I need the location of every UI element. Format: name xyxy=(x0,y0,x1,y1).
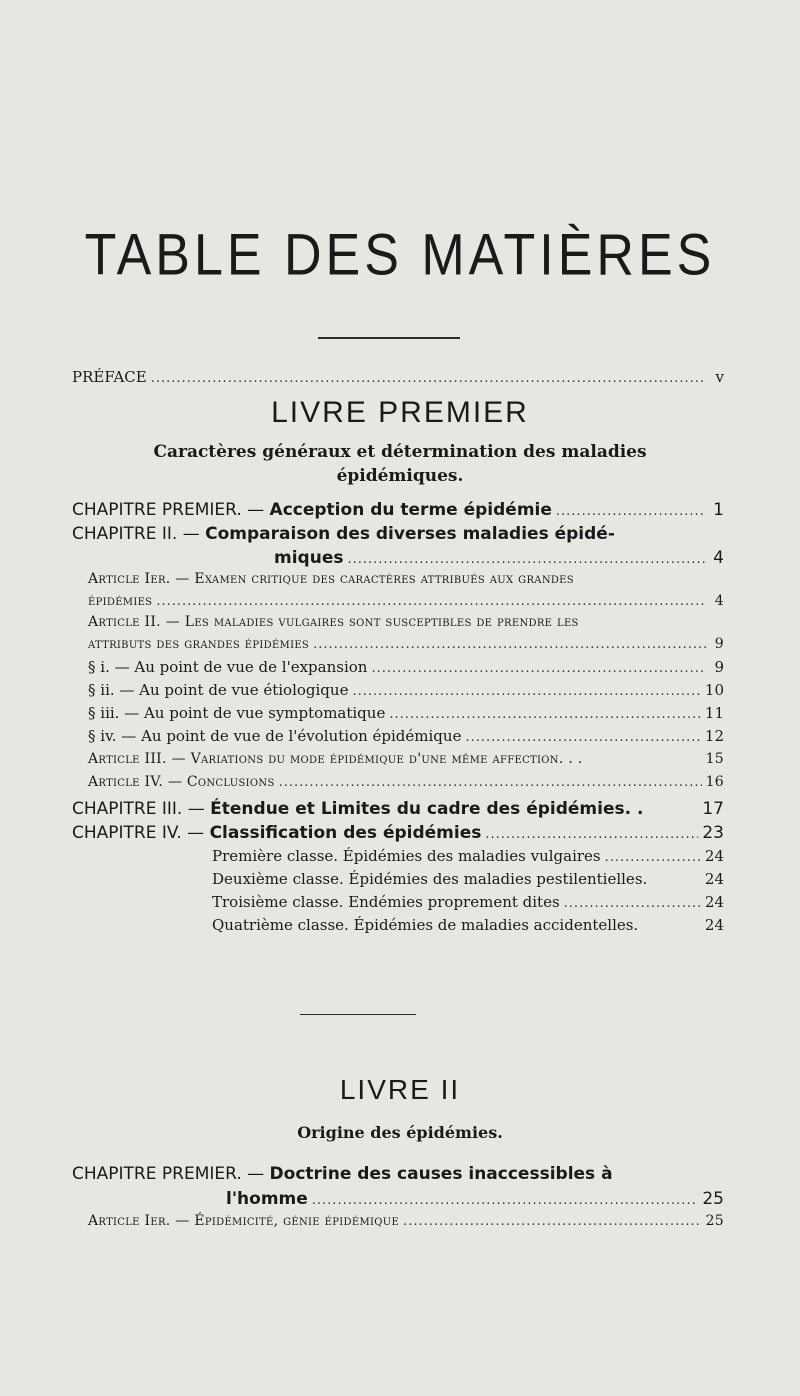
entry-label: Quatrième classe. Épidémies de maladies accidentelles. xyxy=(212,916,639,934)
dot-leader xyxy=(556,500,706,524)
toc-article-2-line1: Article II. — Les maladies vulgaires sont susceptibles de prendre les xyxy=(88,614,579,630)
entry-label: PRÉFACE xyxy=(72,368,147,386)
entry-label: attributs des grandes épidémies xyxy=(88,636,310,652)
toc-article-1-line2 xyxy=(88,591,724,612)
chapter-title: Comparaison des diverses maladies épidé- xyxy=(205,524,615,544)
entry-label: Article IV. — Conclusions xyxy=(88,774,275,790)
toc-paragraph-1 xyxy=(88,657,724,679)
dot-leader xyxy=(312,1189,699,1213)
dot-leader xyxy=(156,592,706,612)
entry-page: v xyxy=(715,368,724,386)
entry-page: 4 xyxy=(713,548,724,568)
entry-page: 1 xyxy=(713,500,724,520)
dot-leader xyxy=(313,635,706,655)
chapter-title: Doctrine des causes inaccessibles à xyxy=(269,1164,613,1184)
entry-label: épidémies xyxy=(88,593,153,609)
entry-page: 24 xyxy=(704,847,724,865)
entry-label: Première classe. Épidémies des maladies vulgaires xyxy=(212,847,601,865)
page-title: TABLE DES MATIÈRES xyxy=(84,223,716,289)
entry-page: 25 xyxy=(705,1213,724,1229)
entry-page: 11 xyxy=(704,704,724,722)
dot-leader xyxy=(485,823,698,847)
entry-page: 25 xyxy=(702,1189,724,1209)
livre-premier-heading: LIVRE PREMIER xyxy=(271,396,529,429)
entry-page: 24 xyxy=(704,870,724,888)
dot-leader xyxy=(352,682,700,702)
entry-page: 24 xyxy=(704,893,724,911)
livre-premier-subtitle-1: Caractères généraux et détermination des maladies xyxy=(153,442,647,462)
chapter-title: Classification des épidémies xyxy=(209,823,482,843)
chapter-title-cont: l'homme xyxy=(226,1189,308,1209)
chapter-label: CHAPITRE IV. — xyxy=(72,823,205,843)
dot-leader xyxy=(151,369,706,389)
entry-label: § i. — Au point de vue de l'expansion xyxy=(88,658,368,676)
entry-label: § iv. — Au point de vue de l'évolution épidémique xyxy=(88,727,462,745)
entry-page: 23 xyxy=(702,823,724,843)
toc-article-1-line1: Article Ier. — Examen critique des caractères attribués aux grandes xyxy=(88,571,574,587)
toc-entry-preface xyxy=(72,367,724,389)
toc-chapter-1 xyxy=(72,498,724,524)
toc-article-3 xyxy=(88,749,724,769)
toc-class-3 xyxy=(212,892,724,914)
toc-livre2-chapter-1-line1 xyxy=(72,1162,613,1186)
chapter-label: CHAPITRE PREMIER. — xyxy=(72,500,265,520)
chapter-title: Étendue et Limites du cadre des épidémies. . xyxy=(210,799,644,819)
chapter-title-cont: miques xyxy=(274,548,344,568)
toc-chapter-2-line1 xyxy=(72,522,615,546)
toc-paragraph-3 xyxy=(88,703,724,725)
toc-chapter-4 xyxy=(72,821,724,847)
entry-page: 24 xyxy=(704,916,724,934)
chapter-label: CHAPITRE III. — xyxy=(72,799,205,819)
livre-2-heading: LIVRE II xyxy=(339,1074,461,1105)
entry-label: Troisième classe. Endémies proprement dites xyxy=(212,893,560,911)
dot-leader xyxy=(564,894,701,914)
toc-paragraph-2 xyxy=(88,680,724,702)
dot-leader xyxy=(371,659,706,679)
entry-page: 16 xyxy=(705,774,724,790)
toc-article-4 xyxy=(88,772,724,793)
entry-page: 4 xyxy=(714,593,724,609)
dot-leader xyxy=(389,705,701,725)
toc-class-1 xyxy=(212,846,724,868)
dot-leader xyxy=(279,773,702,793)
toc-livre2-article-1 xyxy=(88,1211,724,1232)
entry-label: Deuxième classe. Épidémies des maladies pestilentielles. xyxy=(212,870,648,888)
toc-class-2 xyxy=(212,869,724,889)
livre-premier-subtitle-2: épidémiques. xyxy=(336,466,464,486)
livre-2-subtitle: Origine des épidémies. xyxy=(297,1123,503,1142)
dot-leader xyxy=(403,1212,702,1232)
toc-chapter-2-line2 xyxy=(274,546,724,572)
entry-page: 9 xyxy=(714,658,724,676)
toc-class-4 xyxy=(212,915,724,935)
chapter-label: CHAPITRE II. — xyxy=(72,524,200,544)
entry-page: 10 xyxy=(704,681,724,699)
entry-page: 17 xyxy=(702,799,724,819)
entry-page: 12 xyxy=(704,727,724,745)
chapter-title: Acception du terme épidémie xyxy=(269,500,552,520)
title-divider xyxy=(318,337,460,339)
entry-label: Article III. — Variations du mode épidémique d'une même affection. . . xyxy=(88,751,583,767)
toc-chapter-3 xyxy=(72,797,724,821)
dot-leader xyxy=(605,848,701,868)
entry-label: § iii. — Au point de vue symptomatique xyxy=(88,704,386,722)
toc-livre2-chapter-1-line2 xyxy=(226,1187,724,1213)
toc-paragraph-4 xyxy=(88,726,724,748)
chapter-label: CHAPITRE PREMIER. — xyxy=(72,1164,265,1184)
entry-page: 9 xyxy=(714,636,724,652)
dot-leader xyxy=(465,728,700,748)
section-divider xyxy=(300,1014,416,1015)
dot-leader xyxy=(347,548,706,572)
entry-label: Article Ier. — Épidémicité, génie épidémique xyxy=(88,1213,400,1229)
entry-page: 15 xyxy=(705,751,724,767)
toc-article-2-line2 xyxy=(88,634,724,655)
entry-label: § ii. — Au point de vue étiologique xyxy=(88,681,349,699)
